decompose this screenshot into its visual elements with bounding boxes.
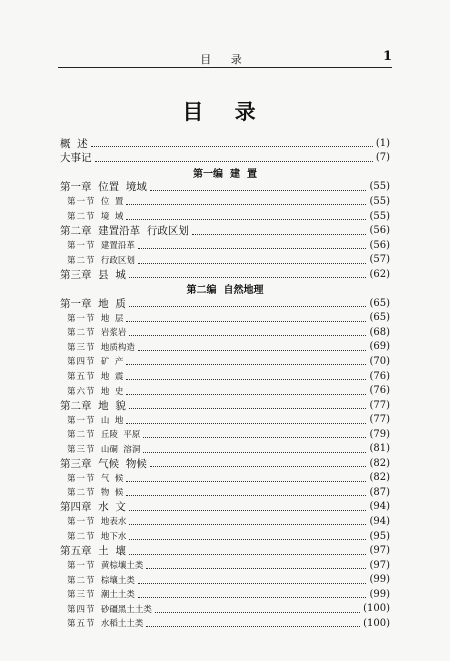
toc-entry-number: 第二节 — [67, 328, 96, 339]
toc-entry-number: 第三章 — [60, 268, 92, 281]
toc-chapter-row — [60, 267, 390, 282]
toc-entry-page: (99) — [369, 574, 390, 586]
dot-leader — [129, 517, 366, 525]
dot-leader — [146, 561, 366, 569]
toc-entry-label: 山硐 溶洞 — [95, 444, 141, 455]
toc-entry-page: (7) — [375, 152, 390, 164]
toc-section-row — [60, 311, 390, 326]
toc-entry-number: 第一节 — [67, 313, 96, 324]
toc-section-row — [60, 354, 390, 369]
dot-leader — [126, 372, 366, 380]
toc-chapter-row — [60, 223, 390, 238]
toc-section-row — [60, 209, 390, 224]
toc-entry-label: 行政区划 — [95, 255, 135, 266]
toc-entry-number: 第五节 — [67, 619, 96, 630]
toc-entry-page: (97) — [369, 545, 390, 557]
toc-section-row — [60, 602, 390, 617]
toc-entry-label: 建置沿革 — [95, 241, 135, 252]
toc-entry-label: 丘陵 平原 — [95, 430, 141, 441]
toc-entry-label: 地 质 — [91, 297, 126, 310]
toc-entry-page: (95) — [369, 530, 390, 542]
dot-leader — [129, 328, 366, 336]
dot-leader — [129, 270, 367, 278]
toc-section-row — [60, 587, 390, 602]
toc-section-row — [60, 238, 390, 253]
toc-section-row — [60, 441, 390, 456]
toc-section-row — [60, 558, 390, 573]
toc-entry-number: 第六节 — [67, 386, 96, 397]
toc-entry-label: 棕壤土类 — [95, 575, 135, 586]
toc-section-row — [60, 194, 390, 209]
toc-entry-label: 潮土土类 — [95, 590, 135, 601]
toc-entry-label: 地 层 — [95, 313, 124, 324]
page-title: 目 录 — [182, 99, 268, 124]
toc-entry-label: 土 壤 — [91, 545, 126, 558]
toc-entry-label: 地下水 — [95, 532, 127, 543]
toc-entry-label: 岩浆岩 — [95, 328, 127, 339]
toc-entry-number: 第二节 — [67, 488, 96, 499]
toc-entry-number: 第三章 — [60, 457, 92, 470]
toc-section-row — [60, 412, 390, 427]
part-heading-label: 第一编 建 置 — [193, 168, 257, 180]
toc-entry-number: 第五章 — [60, 545, 92, 558]
dot-leader — [150, 459, 367, 467]
toc-entry-page: (87) — [369, 486, 390, 498]
toc-chapter-row — [60, 296, 390, 311]
toc-entry-number: 第二节 — [67, 255, 96, 266]
toc-chapter-row — [60, 398, 390, 413]
toc-section-row — [60, 383, 390, 398]
toc-entry-label: 黄棕壤土类 — [95, 561, 144, 572]
toc-entry-label: 地 貌 — [91, 399, 126, 412]
toc-entry-number: 第一章 — [60, 297, 92, 310]
toc-section-row — [60, 485, 390, 500]
toc-section-row — [60, 340, 390, 355]
dot-leader — [192, 227, 367, 235]
header-rule — [58, 67, 392, 68]
toc-entry-label: 砂礓黑土土类 — [95, 604, 152, 615]
dot-leader — [129, 547, 367, 555]
toc-entry-page: (100) — [363, 617, 390, 629]
toc-chapter-row — [60, 456, 390, 471]
toc-entry-page: (77) — [369, 399, 390, 411]
toc-entry-number: 第一节 — [67, 473, 96, 484]
dot-leader — [138, 343, 367, 351]
toc-entry-number: 第一章 — [60, 181, 92, 194]
toc-entry-label: 水稻土土类 — [95, 619, 144, 630]
table-of-contents — [60, 136, 390, 631]
toc-entry-number: 第二节 — [67, 532, 96, 543]
toc-entry-label: 地质构造 — [95, 342, 135, 353]
toc-entry-label: 建置沿革 行政区划 — [91, 225, 189, 238]
toc-section-row — [60, 572, 390, 587]
dot-leader — [126, 212, 366, 220]
dot-leader — [126, 314, 366, 322]
toc-entry-page: (79) — [369, 428, 390, 440]
part-heading-label: 第二编 自然地理 — [186, 285, 264, 297]
toc-section-row — [60, 325, 390, 340]
toc-entry-page: (65) — [369, 297, 390, 309]
toc-entry-page: (55) — [369, 195, 390, 207]
toc-entry-label: 大事记 — [60, 152, 92, 165]
toc-entry-page: (97) — [369, 559, 390, 571]
dot-leader — [126, 416, 366, 424]
toc-section-row — [60, 529, 390, 544]
dot-leader — [126, 387, 366, 395]
toc-entry-page: (56) — [369, 225, 390, 237]
toc-entry-label: 地 震 — [95, 372, 124, 383]
toc-entry-page: (57) — [369, 254, 390, 266]
toc-entry-number: 第四节 — [67, 604, 96, 615]
toc-entry-page: (99) — [369, 588, 390, 600]
toc-entry-page: (81) — [369, 443, 390, 455]
toc-entry-number: 第四章 — [60, 501, 92, 514]
toc-entry-number: 第一节 — [67, 415, 96, 426]
toc-entry-number: 第三节 — [67, 342, 96, 353]
toc-entry-page: (82) — [369, 472, 390, 484]
toc-entry-page: (1) — [375, 137, 390, 149]
dot-leader — [138, 576, 367, 584]
toc-entry-label: 境 域 — [95, 212, 124, 222]
dot-leader — [95, 154, 373, 162]
toc-entry-page: (76) — [369, 370, 390, 382]
toc-entry-page: (94) — [369, 515, 390, 527]
part-heading — [60, 281, 390, 296]
toc-entry-number: 第二节 — [67, 575, 96, 586]
toc-entry-label: 气候 物候 — [91, 457, 147, 470]
part-heading — [60, 165, 390, 180]
toc-entry-number: 第四节 — [67, 357, 96, 368]
dot-leader — [155, 605, 360, 613]
toc-entry-number: 第五节 — [67, 372, 96, 383]
toc-section-row — [60, 252, 390, 267]
toc-entry-number: 第一节 — [67, 561, 96, 572]
dot-leader — [150, 183, 367, 191]
toc-entry-page: (77) — [369, 414, 390, 426]
dot-leader — [138, 256, 367, 264]
dot-leader — [126, 474, 366, 482]
toc-entry-label: 县 城 — [91, 268, 126, 281]
toc-entry-page: (94) — [369, 501, 390, 513]
toc-entry-number: 第二章 — [60, 225, 92, 238]
toc-entry-page: (56) — [369, 239, 390, 251]
toc-chapter-row — [60, 136, 390, 151]
toc-entry-page: (70) — [369, 355, 390, 367]
toc-entry-number: 第三节 — [67, 590, 96, 601]
header-page-number: 1 — [382, 49, 392, 64]
toc-entry-page: (100) — [363, 603, 390, 615]
toc-entry-number: 第二节 — [67, 212, 96, 222]
toc-entry-number: 第一节 — [67, 517, 96, 528]
toc-entry-label: 气 候 — [95, 473, 124, 484]
toc-chapter-row — [60, 151, 390, 166]
toc-entry-page: (76) — [369, 385, 390, 397]
toc-entry-label: 地表水 — [95, 517, 127, 528]
dot-leader — [129, 503, 367, 511]
toc-section-row — [60, 616, 390, 631]
toc-entry-label: 矿 产 — [95, 357, 124, 368]
toc-entry-number: 第一节 — [67, 197, 96, 208]
toc-entry-page: (55) — [369, 181, 390, 193]
toc-chapter-row — [60, 500, 390, 515]
toc-entry-label: 位 置 — [95, 197, 124, 208]
dot-leader — [126, 488, 366, 496]
toc-entry-page: (69) — [369, 341, 390, 353]
toc-entry-page: (62) — [369, 268, 390, 280]
toc-entry-label: 物 候 — [95, 488, 124, 499]
toc-entry-page: (82) — [369, 457, 390, 469]
toc-entry-number: 第二章 — [60, 399, 92, 412]
toc-entry-label: 山 地 — [95, 415, 124, 426]
toc-entry-number: 第一节 — [67, 241, 96, 252]
dot-leader — [143, 430, 366, 438]
toc-entry-label: 地 史 — [95, 386, 124, 397]
dot-leader — [126, 357, 366, 365]
dot-leader — [91, 139, 373, 147]
toc-entry-label: 水 文 — [91, 501, 126, 514]
toc-entry-page: (65) — [369, 312, 390, 324]
toc-section-row — [60, 369, 390, 384]
dot-leader — [129, 299, 367, 307]
toc-entry-page: (55) — [369, 210, 390, 222]
dot-leader — [129, 401, 367, 409]
running-header — [58, 49, 392, 66]
dot-leader — [146, 619, 360, 627]
dot-leader — [143, 445, 366, 453]
dot-leader — [138, 241, 367, 249]
toc-chapter-row — [60, 180, 390, 195]
dot-leader — [138, 590, 367, 598]
toc-entry-label: 位置 境域 — [91, 181, 147, 194]
toc-entry-number: 第二节 — [67, 430, 96, 441]
dot-leader — [126, 197, 366, 205]
header-title: 目 录 — [200, 53, 250, 66]
toc-entry-label: 概 述 — [60, 137, 88, 150]
toc-chapter-row — [60, 543, 390, 558]
toc-entry-page: (68) — [369, 326, 390, 338]
toc-entry-number: 第三节 — [67, 444, 96, 455]
toc-section-row — [60, 514, 390, 529]
dot-leader — [129, 532, 366, 540]
toc-section-row — [60, 427, 390, 442]
toc-section-row — [60, 471, 390, 486]
